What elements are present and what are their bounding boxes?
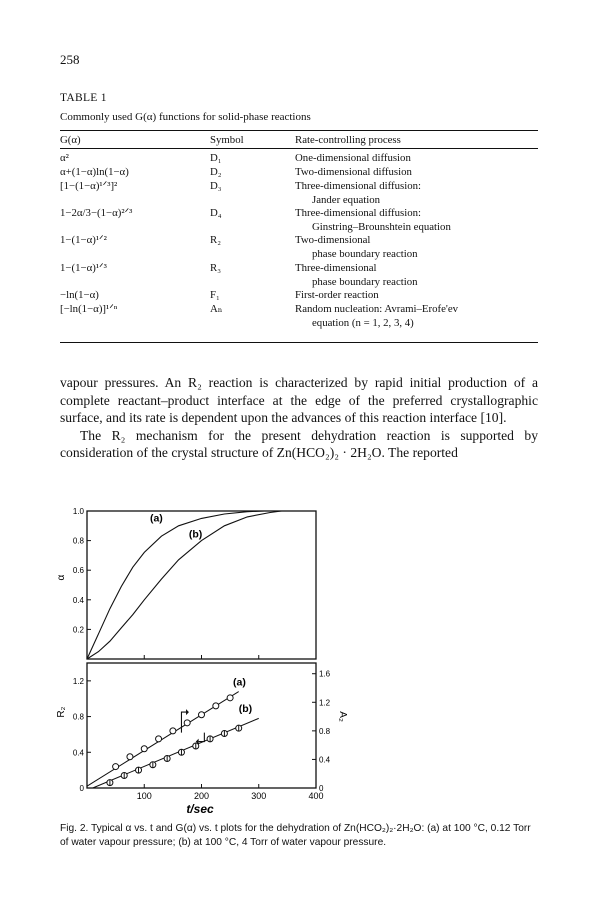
table-header-process: Rate-controlling process bbox=[295, 134, 401, 146]
point-a bbox=[184, 720, 190, 726]
point-a bbox=[141, 746, 147, 752]
a2-axis-label: A₂ bbox=[337, 711, 348, 722]
table-header-rule bbox=[60, 148, 538, 149]
table-cell-g: 1−2α/3−(1−α)²ᐟ³ bbox=[60, 207, 133, 219]
line-a-label: (a) bbox=[232, 676, 246, 689]
table-cell-g: 1−(1−α)¹ᐟ³ bbox=[60, 262, 107, 274]
x-axis-label: t/sec bbox=[186, 802, 214, 816]
y-tick-label-right: 0.4 bbox=[319, 755, 331, 765]
table-cell-g: α+(1−α)ln(1−α) bbox=[60, 166, 129, 178]
table-cell-symbol: R₃ bbox=[210, 262, 221, 274]
g-panel-frame bbox=[87, 663, 316, 788]
y-tick-label: 0.4 bbox=[72, 595, 84, 605]
table-cell-process: Jander equation bbox=[312, 193, 381, 206]
y-tick-label: 0.8 bbox=[72, 536, 84, 546]
table-cell-process: Random nucleation: Avrami–Erofe'ev bbox=[295, 303, 459, 315]
table-cell-g: 1−(1−α)¹ᐟ² bbox=[60, 234, 107, 246]
x-tick-label: 400 bbox=[308, 791, 324, 801]
arrow-right-axis bbox=[199, 733, 205, 742]
y-tick-label: 0.2 bbox=[72, 625, 84, 635]
alpha-curves bbox=[87, 511, 282, 788]
line-b-label: (b) bbox=[238, 703, 253, 716]
point-a bbox=[170, 728, 176, 734]
table-cell-g: −ln(1−α) bbox=[60, 289, 99, 301]
y-tick-label-right: 1.2 bbox=[319, 698, 331, 708]
table-cell-g: [1−(1−α)¹ᐟ³]² bbox=[60, 180, 118, 192]
point-a bbox=[127, 754, 133, 760]
curve-b bbox=[87, 511, 282, 659]
table-header-symbol: Symbol bbox=[210, 134, 244, 146]
y-tick-label: 0.6 bbox=[72, 566, 84, 576]
figure-labels bbox=[56, 512, 348, 816]
table-bottom-rule bbox=[60, 342, 538, 343]
y-tick-label: 0 bbox=[79, 784, 84, 793]
g-alpha-points bbox=[107, 695, 242, 786]
body-paragraph: vapour pressures. An R₂ reaction is characterized by rapid initial production of a complete reactant–product interface at the edge of the preferred crystallographic surface, and its rate is dependent upon the advances of this reaction interface [10]. bbox=[60, 375, 538, 425]
table-cell-symbol: D₄ bbox=[210, 207, 222, 219]
table-cell-process: phase boundary reaction bbox=[312, 275, 418, 288]
y-tick-label: 0.4 bbox=[72, 748, 84, 758]
y-tick-label: 1.0 bbox=[72, 507, 84, 516]
alpha-axis-label: α bbox=[56, 574, 67, 581]
figure-2 bbox=[0, 500, 595, 820]
point-a bbox=[213, 703, 219, 709]
arrow-head bbox=[186, 709, 189, 715]
r2-axis-label: R₂ bbox=[56, 706, 67, 718]
y-tick-label: 0.8 bbox=[72, 712, 84, 722]
table-cell-process: phase boundary reaction bbox=[312, 247, 418, 260]
y-tick-label-right: 0 bbox=[319, 784, 324, 793]
figure-ticks bbox=[73, 507, 331, 801]
table-cell-symbol: D₃ bbox=[210, 180, 222, 192]
curve-a bbox=[87, 511, 282, 659]
table-cell-process: Two-dimensional bbox=[295, 234, 371, 246]
table-top-rule bbox=[60, 130, 538, 131]
curve-a-label: (a) bbox=[149, 512, 163, 525]
table-cell-process: Three-dimensional diffusion: bbox=[295, 207, 422, 219]
table-cell-process: Three-dimensional diffusion: bbox=[295, 180, 422, 192]
x-tick-label: 200 bbox=[193, 791, 210, 801]
point-a bbox=[156, 736, 162, 742]
y-tick-label-right: 0.8 bbox=[319, 726, 331, 736]
point-a bbox=[113, 764, 119, 770]
table-header-g: G(α) bbox=[60, 134, 81, 146]
y-tick-label-right: 1.6 bbox=[319, 669, 331, 679]
point-a bbox=[227, 695, 233, 701]
point-a bbox=[199, 712, 205, 718]
table-cell-g: [−ln(1−α)]¹ᐟⁿ bbox=[60, 303, 118, 315]
y-tick-label: 1.2 bbox=[72, 676, 84, 686]
body-text bbox=[60, 374, 538, 462]
table-cell-process: equation (n = 1, 2, 3, 4) bbox=[312, 316, 414, 329]
x-tick-label: 100 bbox=[136, 791, 152, 801]
fit-line-b bbox=[93, 718, 259, 788]
table-caption: Commonly used G(α) functions for solid-phase reactions bbox=[60, 111, 311, 123]
table-cell-symbol: D₁ bbox=[210, 152, 222, 164]
page-number: 258 bbox=[60, 52, 80, 67]
figure-frame bbox=[87, 511, 316, 788]
table-cell-symbol: D₂ bbox=[210, 166, 222, 178]
table-cell-process: Two-dimensional diffusion bbox=[295, 166, 412, 178]
table-cell-process: First-order reaction bbox=[295, 289, 379, 301]
body-paragraph: The R₂ mechanism for the present dehydration reaction is supported by consideration of the crystal structure of Zn(HCO₂)₂ · 2H₂O. The reported bbox=[60, 427, 538, 460]
table-cell-symbol: R₂ bbox=[210, 234, 221, 246]
table-cell-symbol: Aₙ bbox=[210, 303, 223, 315]
table-label: TABLE 1 bbox=[60, 92, 107, 104]
table-cell-process: Ginstring–Brounshtein equation bbox=[312, 220, 451, 233]
table-cell-symbol: F₁ bbox=[210, 289, 220, 301]
curve-b-label: (b) bbox=[188, 528, 203, 541]
table-cell-process: One-dimensional diffusion bbox=[295, 152, 411, 164]
x-tick-label: 300 bbox=[251, 791, 267, 801]
figure-caption: Fig. 2. Typical α vs. t and G(α) vs. t plots for the dehydration of Zn(HCO₂)₂·2H₂O: (a) at 100 °C, 0.12 Torr of water vapour pressure; (b) at 100 °C, 4 Torr of water vapour pressure. bbox=[60, 823, 531, 848]
table-cell-process: Three-dimensional bbox=[295, 262, 377, 274]
table-cell-g: α² bbox=[60, 152, 69, 164]
